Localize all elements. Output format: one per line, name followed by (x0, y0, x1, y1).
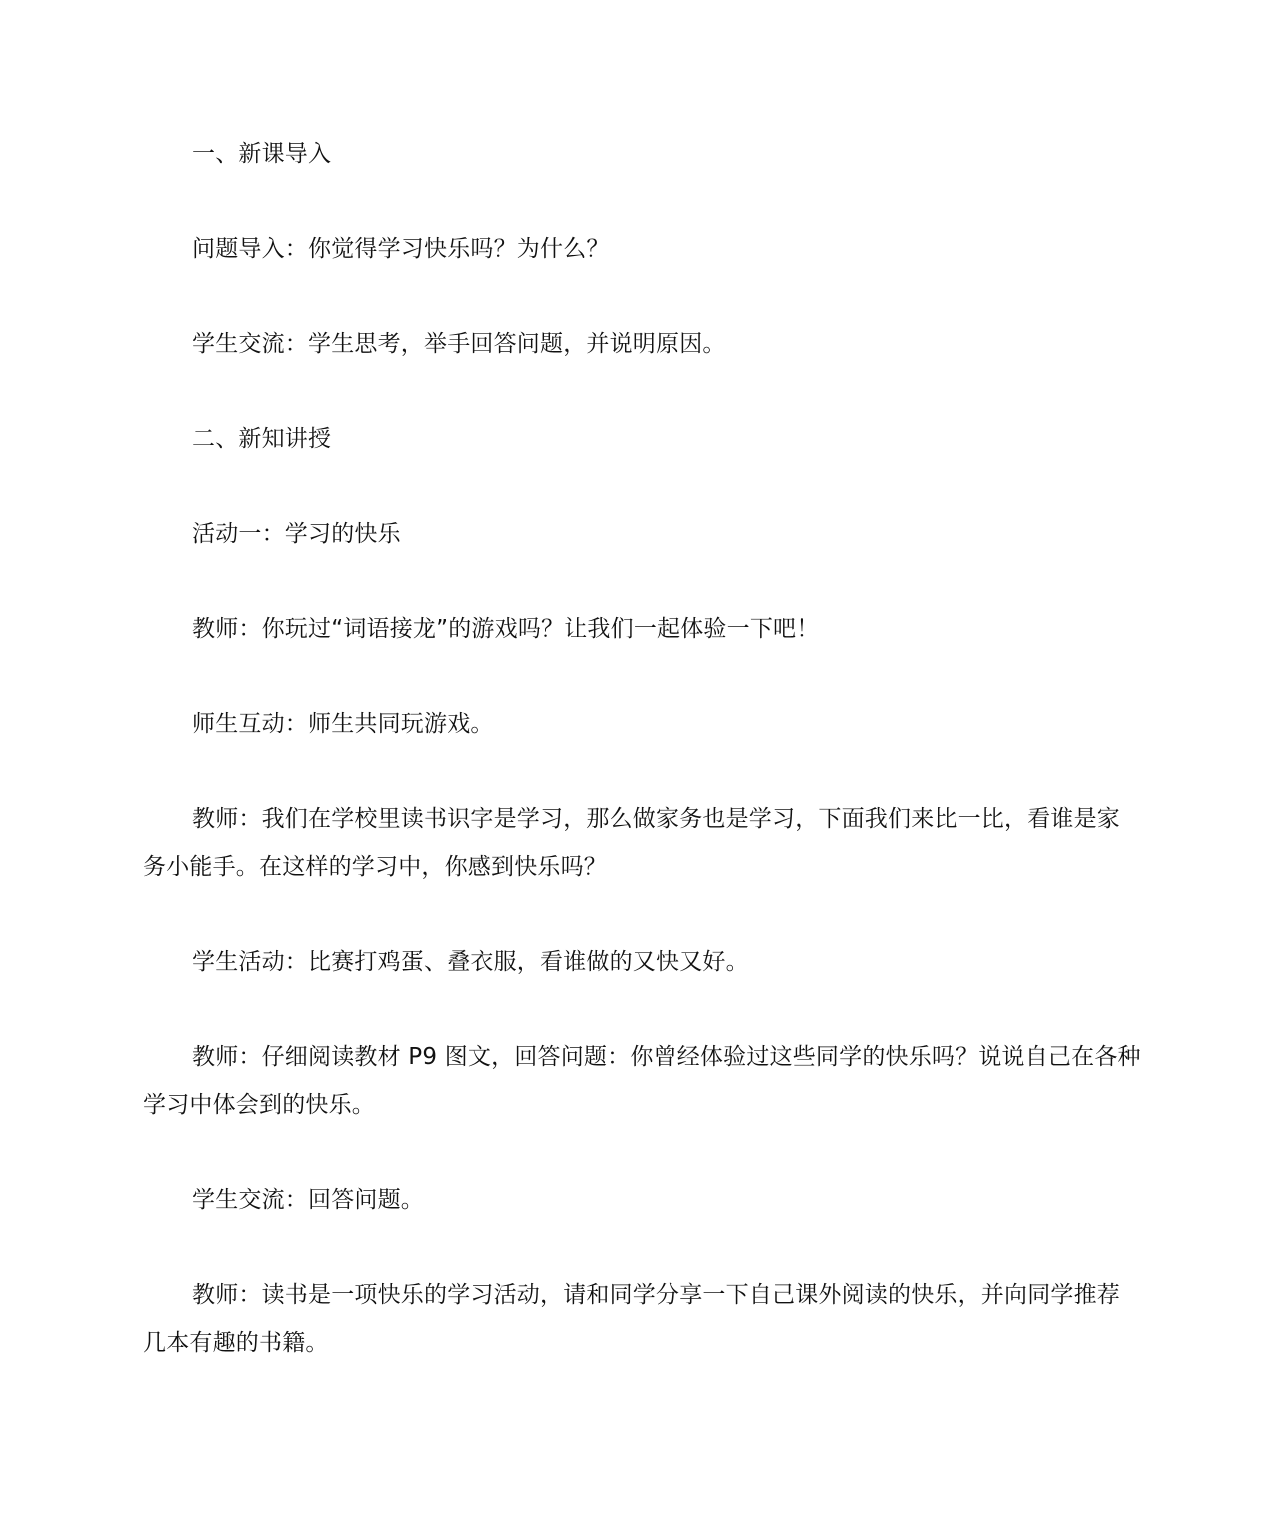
document-body (143, 130, 1143, 1414)
student-discussion-paragraph: 学生交流：回答问题。 (192, 1187, 424, 1213)
interaction-paragraph: 师生互动：师生共同玩游戏。 (192, 711, 494, 737)
student-activity-paragraph: 学生活动：比赛打鸡蛋、叠衣服，看谁做的又快又好。 (192, 949, 749, 975)
teacher-paragraph: 教师：读书是一项快乐的学习活动，请和同学分享一下自己课外阅读的快乐，并向同学推荐几本有趣的书籍。 (143, 1282, 1120, 1356)
student-discussion-paragraph: 学生交流：学生思考，举手回答问题，并说明原因。 (192, 331, 726, 357)
teacher-paragraph: 教师：我们在学校里读书识字是学习，那么做家务也是学习，下面我们来比一比，看谁是家务小能手。在这样的学习中，你感到快乐吗？ (143, 806, 1120, 880)
activity-heading: 活动一：学习的快乐 (192, 521, 401, 547)
teacher-paragraph: 教师：你玩过“词语接龙”的游戏吗？让我们一起体验一下吧！ (192, 616, 820, 642)
section-heading-1: 一、新课导入 (192, 141, 332, 167)
teacher-paragraph: 教师：仔细阅读教材 P9 图文，回答问题：你曾经体验过这些同学的快乐吗？说说自己在各种学习中体会到的快乐。 (143, 1044, 1141, 1118)
section-heading-2: 二、新知讲授 (192, 426, 332, 452)
question-intro-paragraph: 问题导入：你觉得学习快乐吗？为什么？ (192, 236, 610, 262)
